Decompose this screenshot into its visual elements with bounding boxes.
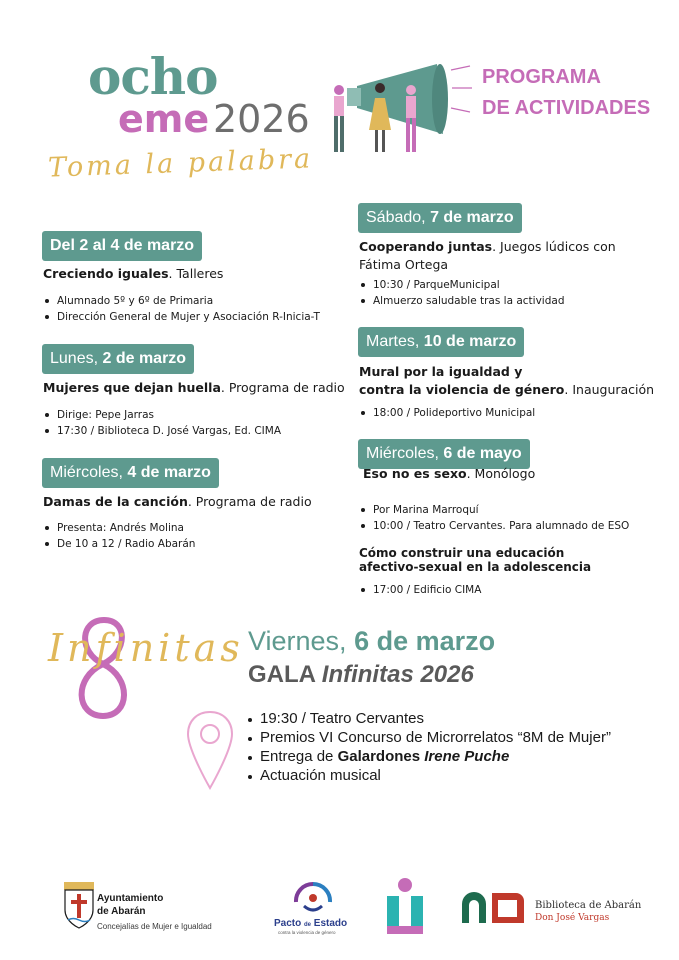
list-item: Dirige: Pepe Jarras bbox=[43, 407, 281, 423]
date-bold: 4 de marzo bbox=[127, 464, 211, 481]
gala-item-bold: Galardones bbox=[337, 748, 425, 765]
list-item: 17:00 / Edificio CIMA bbox=[359, 582, 481, 598]
logo-year: 2026 bbox=[213, 97, 310, 141]
date-bold: 10 de marzo bbox=[423, 333, 517, 350]
date-bold: Del 2 al 4 de marzo bbox=[50, 237, 195, 254]
date-pill-left-2 bbox=[42, 344, 194, 374]
date-pill-right-1 bbox=[358, 203, 522, 233]
date-day: Miércoles, bbox=[366, 445, 444, 462]
event-title-right-1 bbox=[359, 238, 616, 274]
list-item: 10:30 / ParqueMunicipal bbox=[359, 277, 565, 293]
bullet-list-left-1 bbox=[43, 293, 320, 325]
pacto-estado-logo bbox=[288, 878, 338, 918]
gala-item: Premios VI Concurso de Microrrelatos “8M de Mujer” bbox=[246, 728, 611, 747]
list-item: Presenta: Andrés Molina bbox=[43, 520, 195, 536]
date-day: Lunes, bbox=[50, 350, 103, 367]
location-pin-icon bbox=[185, 708, 235, 792]
event-title-bold-line1: Mural por la igualdad y bbox=[359, 364, 523, 379]
list-item: Alumnado 5º y 6º de Primaria bbox=[43, 293, 320, 309]
event-title-left-1 bbox=[43, 265, 223, 283]
list-item: De 10 a 12 / Radio Abarán bbox=[43, 536, 195, 552]
gala-date-bold: 6 de marzo bbox=[354, 626, 496, 656]
list-item: Almuerzo saludable tras la actividad bbox=[359, 293, 565, 309]
event-title-rest: . Programa de radio bbox=[220, 380, 345, 395]
gala-item bbox=[246, 747, 611, 766]
gala-title-italic: Infinitas 2026 bbox=[321, 661, 474, 688]
pacto-estado-text bbox=[274, 918, 347, 929]
date-pill-right-2 bbox=[358, 327, 524, 357]
list-item: 17:30 / Biblioteca D. José Vargas, Ed. CIMA bbox=[43, 423, 281, 439]
event-title-bold: Mujeres que dejan huella bbox=[43, 380, 221, 395]
date-day: Martes, bbox=[366, 333, 424, 350]
gala-date bbox=[248, 626, 495, 657]
date-day: Miércoles, bbox=[50, 464, 128, 481]
biblioteca-name: Biblioteca de Abarán bbox=[535, 900, 642, 911]
bullet-list-right-4 bbox=[359, 582, 481, 598]
logo-eme: eme bbox=[118, 97, 210, 141]
bullet-list-left-2 bbox=[43, 407, 281, 439]
date-pill-left-1 bbox=[42, 231, 202, 261]
infinitas-word: Infinitas bbox=[48, 626, 244, 670]
date-bold: 6 de mayo bbox=[443, 445, 522, 462]
ayuntamiento-line2: de Abarán bbox=[97, 906, 146, 917]
event-title-left-3 bbox=[43, 493, 312, 511]
pacto-de: de bbox=[304, 922, 312, 928]
date-bold: 2 de marzo bbox=[102, 350, 187, 367]
gala-title-prefix: GALA bbox=[248, 661, 322, 688]
pacto-pre: Pacto bbox=[274, 918, 305, 929]
ayuntamiento-shield-logo bbox=[62, 880, 96, 932]
gala-item-italic: Irene Puche bbox=[424, 748, 510, 765]
bullet-list-right-2 bbox=[359, 405, 535, 421]
logo-ocho: ocho bbox=[88, 47, 218, 106]
event-title-right-3 bbox=[363, 465, 535, 483]
pacto-estado-sub: contra la violencia de género bbox=[278, 930, 336, 935]
gala-day: Viernes, bbox=[248, 626, 355, 656]
bullet-list-right-3 bbox=[359, 502, 629, 534]
event-title-bold-line2: afectivo-sexual en la adolescencia bbox=[359, 560, 592, 574]
event-title-right-2 bbox=[359, 363, 654, 399]
gala-item: Actuación musical bbox=[246, 766, 611, 785]
date-day: Sábado, bbox=[366, 209, 431, 226]
pacto-post: Estado bbox=[311, 918, 348, 929]
biblioteca-sub: Don José Vargas bbox=[535, 913, 610, 923]
biblioteca-logo bbox=[460, 890, 526, 924]
list-item: 10:00 / Teatro Cervantes. Para alumnado de ESO bbox=[359, 518, 629, 534]
event-title-line2: Fátima Ortega bbox=[359, 257, 449, 272]
date-pill-left-3 bbox=[42, 458, 219, 488]
program-title-line2: DE ACTIVIDADES bbox=[482, 97, 651, 119]
event-title-left-2 bbox=[43, 379, 345, 397]
bullet-list-right-1 bbox=[359, 277, 565, 309]
gala-list bbox=[246, 709, 611, 785]
ayuntamiento-sub: Concejalías de Mujer e Igualdad bbox=[97, 922, 212, 931]
ayuntamiento-line1: Ayuntamiento bbox=[97, 893, 164, 904]
program-title-line1: PROGRAMA bbox=[482, 66, 601, 88]
list-item: Dirección General de Mujer y Asociación R-Inicia-T bbox=[43, 309, 320, 325]
gala-item-prefix: Entrega de bbox=[260, 748, 338, 765]
list-item: 18:00 / Polideportivo Municipal bbox=[359, 405, 535, 421]
event-title-bold: Damas de la canción bbox=[43, 494, 188, 509]
event-title-bold: Cooperando juntas bbox=[359, 239, 493, 254]
megaphone-women-illustration bbox=[325, 58, 475, 158]
event-title-bold: Creciendo iguales bbox=[43, 266, 169, 281]
event-title-right-4 bbox=[359, 546, 591, 574]
gala-title bbox=[248, 661, 474, 689]
date-bold: 7 de marzo bbox=[430, 209, 514, 226]
event-title-rest: . Monólogo bbox=[466, 466, 536, 481]
information-logo bbox=[384, 876, 426, 936]
gala-item: 19:30 / Teatro Cervantes bbox=[246, 709, 611, 728]
ayuntamiento-name bbox=[97, 892, 163, 918]
tagline: Toma la palabra bbox=[47, 143, 314, 184]
event-title-rest: . Programa de radio bbox=[187, 494, 312, 509]
event-title-bold-line1: Cómo construir una educación bbox=[359, 546, 565, 560]
event-title-rest: . Juegos lúdicos con bbox=[492, 239, 616, 254]
event-title-rest: . Talleres bbox=[168, 266, 224, 281]
event-title-bold: Eso no es sexo bbox=[363, 466, 467, 481]
bullet-list-left-3 bbox=[43, 520, 195, 552]
event-title-bold-line2: contra la violencia de género bbox=[359, 382, 565, 397]
event-title-rest: . Inauguración bbox=[564, 382, 655, 397]
list-item: Por Marina Marroquí bbox=[359, 502, 629, 518]
program-title bbox=[482, 62, 650, 124]
